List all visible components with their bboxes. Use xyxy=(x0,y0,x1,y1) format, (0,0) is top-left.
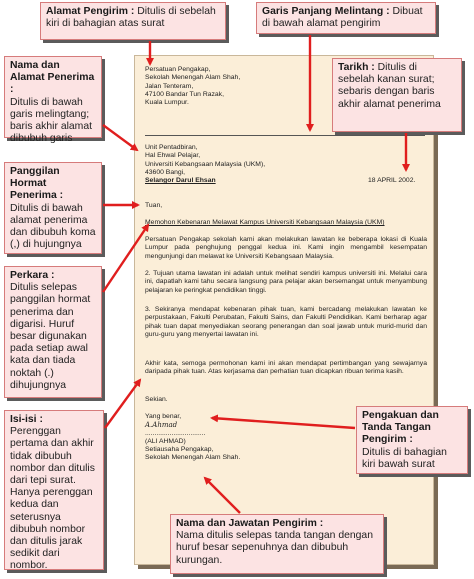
letter-date: 18 APRIL 2002. xyxy=(368,177,416,184)
sender-role: Setiausaha Pengakap, xyxy=(145,446,214,454)
closing-phrase: Yang benar, xyxy=(145,413,182,420)
callout-tarikh xyxy=(332,58,462,132)
callout-title: Panggilan Hormat Penerima : xyxy=(10,166,64,202)
callout-body: Ditulis di bawah garis melingtang; baris akhir alamat dibubuh garis xyxy=(10,96,93,145)
recipient-address-line: Universiti Kebangsaan Malaysia (UKM), xyxy=(145,160,266,168)
callout-title: Isi-isi : xyxy=(10,414,43,425)
callout-nama-pengirim xyxy=(170,514,384,574)
callout-title: Nama dan Alamat Penerima : xyxy=(10,60,95,96)
sender-school: Sekolah Menengah Alam Shah. xyxy=(145,454,241,462)
callout-panggilan-hormat xyxy=(4,162,102,254)
callout-title: Alamat Pengirim : xyxy=(46,6,135,17)
callout-title: Nama dan Jawatan Pengirim : xyxy=(176,518,324,529)
arrow-nama-penerima xyxy=(103,125,137,150)
callout-body: Ditulis di sebelah kiri di bahagian atas surat xyxy=(46,6,216,30)
signature-dots: ................................ xyxy=(145,429,206,437)
callout-alamat-pengirim xyxy=(40,2,226,40)
callout-body: Ditulis di bahagian kiri bawah surat xyxy=(362,446,447,470)
callout-title: Tarikh : xyxy=(338,62,375,73)
callout-title: Pengakuan dan Tanda Tangan Pengirim : xyxy=(362,410,439,446)
sender-address-line: Kuala Lumpur. xyxy=(145,99,189,107)
horizontal-rule xyxy=(145,135,425,136)
recipient-address-line: 43600 Bangi, xyxy=(145,168,186,176)
signature: A.Ahmad xyxy=(145,421,178,430)
callout-pengakuan xyxy=(356,406,468,474)
sender-address-line: Jalan Tenteram, xyxy=(145,82,194,90)
signature-block xyxy=(145,413,240,463)
callout-nama-penerima xyxy=(4,56,102,145)
callout-title: Garis Panjang Melintang : xyxy=(262,6,390,17)
sender-address-line: 47100 Bandar Tun Razak, xyxy=(145,90,224,98)
recipient-address-last-line: Selangor Darul Ehsan xyxy=(145,177,216,185)
callout-body: Nama ditulis selepas tanda tangan dengan huruf besar sepenuhnya dan dibubuh kurungan. xyxy=(176,530,373,566)
callout-title: Perkara : xyxy=(10,270,55,281)
recipient-address xyxy=(145,144,265,185)
paragraph-intro: Persatuan Pengakap sekolah kami akan melakukan lawatan ke beberapa lokasi di Kuala Lumpur pada penghujung penggal kedua ini. Kami ingin mengambil kesempatan mengunjungi dan melawat ke Universiti Kebangsaan Malaysia. xyxy=(145,236,427,260)
sender-address-line: Sekolah Menengah Alam Shah, xyxy=(145,74,241,82)
callout-body: Ditulis selepas panggilan hormat penerima dan digarisi. Huruf besar digunakan pada setiap awal kata dan tiada noktah (.) dihujungnya xyxy=(10,282,91,391)
callout-garis-panjang xyxy=(256,2,436,34)
callout-body: Perenggan pertama dan akhir tidak dibubuh nombor dan ditulis dari tepi surat. Hanya perenggan kedua dan seterusnya dibubuh nombor dan ditulis jarak sedikit dari nombor. xyxy=(10,426,95,572)
paragraph-closing: Akhir kata, semoga permohonan kami ini akan mendapat pertimbangan yang sewajarnya daripada pihak tuan. Atas kerjasama dan perhatian tuan dicapkan ribuan terima kasih. xyxy=(145,360,427,376)
subject-line: Memohon Kebenaran Melawat Kampus Universiti Kebangsaan Malaysia (UKM) xyxy=(145,219,385,226)
sender-address-line: Persatuan Pengakap, xyxy=(145,66,211,73)
recipient-address-line: Hal Ehwal Pelajar, xyxy=(145,152,201,160)
callout-body: Dibuat di bawah alamat pengirim xyxy=(262,6,423,30)
callout-body: Ditulis di bawah alamat penerima dan dibubuh koma (,) di hujungnya xyxy=(10,202,96,251)
paragraph-3: 3. Sekiranya mendapat kebenaran pihak tuan, kami bercadang melakukan lawatan ke perpustakaan, Fakulti Perubatan, Fakulti Sains, dan Fakulti Pendidikan. Kami berharap agar pihak tuan dapat menyediakan seorang penerangan dan soal jawab untuk murid-murid dan guru-guru yang menyertai lawatan ini. xyxy=(145,306,427,338)
callout-perkara xyxy=(4,266,102,398)
sender-name: (ALI AHMAD) xyxy=(145,437,186,445)
closing-sekian: Sekian. xyxy=(145,396,168,403)
callout-isi-isi xyxy=(4,410,104,570)
callout-body: Ditulis di sebelah kanan surat; sebaris dengan baris akhir alamat penerima xyxy=(338,62,441,110)
paragraph-2: 2. Tujuan utama lawatan ini adalah untuk melihat sendiri kampus universiti ini. Melalui cara ini, dapatlah kami tahu secara langsung para pelajar akan bersemangat untuk menyambung pelajaran ke peringkat pendidikan tinggi. xyxy=(145,270,427,294)
recipient-address-line: Unit Pentadbiran, xyxy=(145,144,198,151)
salutation: Tuan, xyxy=(145,202,163,209)
sender-address xyxy=(145,66,240,107)
